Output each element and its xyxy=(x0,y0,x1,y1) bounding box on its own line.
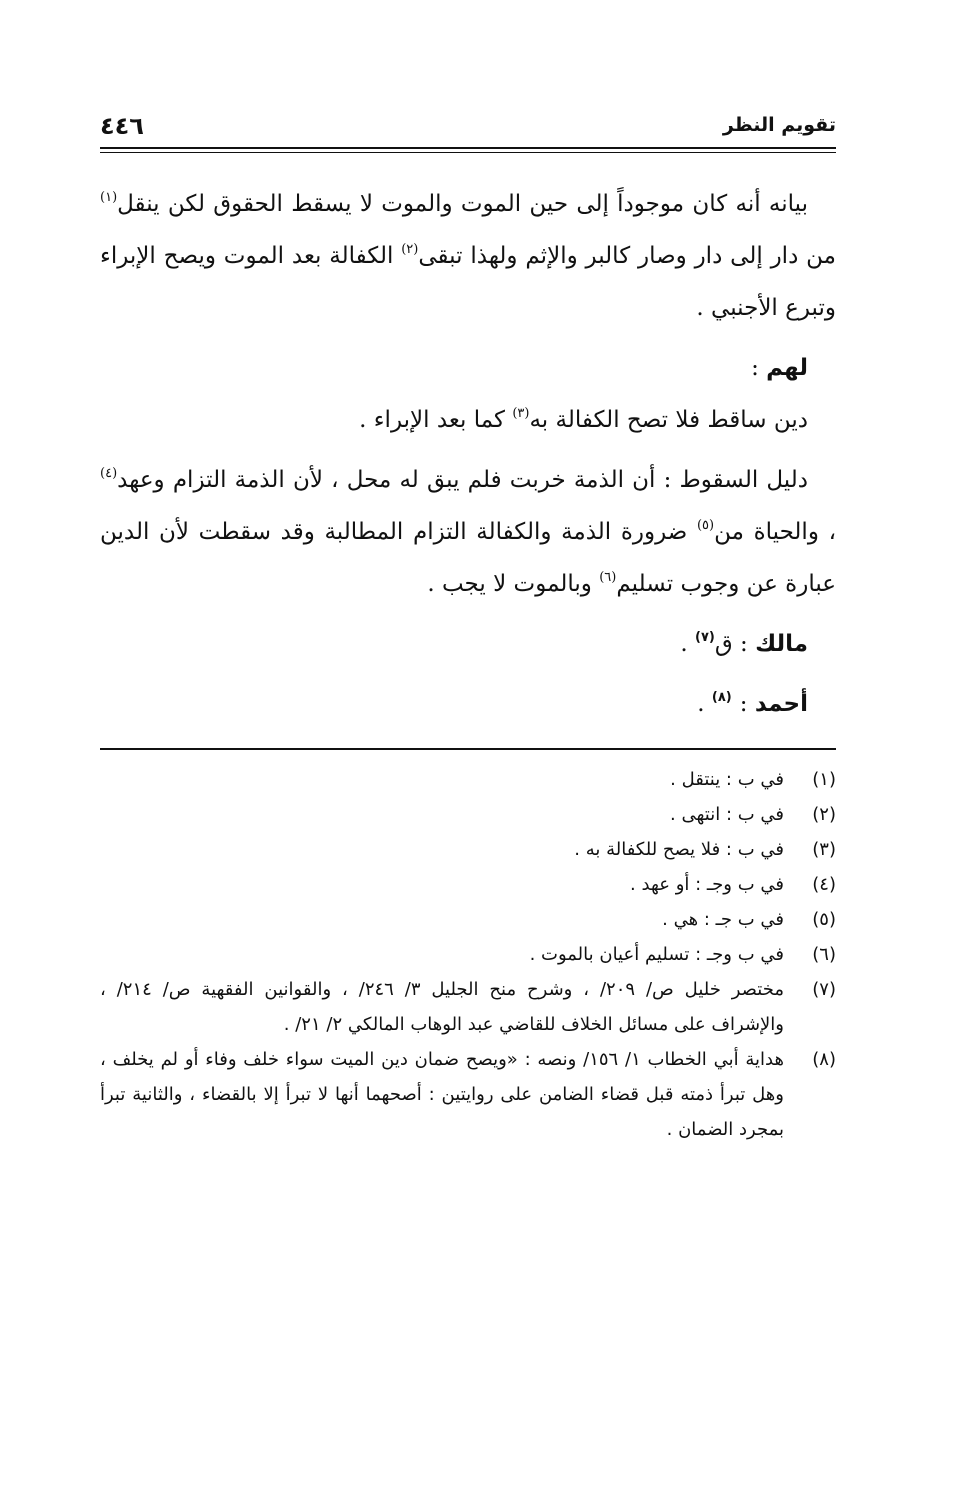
page-number: ٤٤٦ xyxy=(100,112,144,140)
footnote-text: في ب وجـ : أو عهد . xyxy=(630,874,784,895)
footnote-4 xyxy=(100,867,836,902)
footnote-number: (٢) xyxy=(812,804,836,825)
footnote-number: (٤) xyxy=(812,874,836,895)
footnote-5 xyxy=(100,902,836,937)
footnote-text: في ب : ينتقل . xyxy=(670,769,784,790)
footnote-text: مختصر خليل ص/ ٢٠٩/ ، وشرح منح الجليل ٣/ ٢٤٦/ ، والقوانين الفقهية ص/ ٢١٤/ ، والإشراف على مسائل الخلاف للقاضي عبد الوهاب المالكي ٢/ ٢١/ . xyxy=(100,979,784,1035)
paragraph-2: دين ساقط فلا تصح الكفالة به$^{(٣)}$ كما بعد الإبراء . xyxy=(359,406,808,433)
footnote-number: (١) xyxy=(812,769,836,790)
heading-malik: مالك : ق$^{(٧)}$ . xyxy=(680,630,808,657)
footnote-text: في ب وجـ : تسليم أعيان بالموت . xyxy=(529,944,784,965)
footnote-7 xyxy=(100,972,836,1042)
running-title: تقويم النظر xyxy=(722,114,836,136)
footnote-1 xyxy=(100,762,836,797)
footnote-number: (٥) xyxy=(812,909,836,930)
footnote-number: (٣) xyxy=(812,839,836,860)
heading-lahum: لهم : xyxy=(751,355,808,381)
footnote-3 xyxy=(100,832,836,867)
footnote-ref-6: (٦) xyxy=(599,570,617,585)
footnote-8 xyxy=(100,1042,836,1147)
footnote-text: في ب جـ : هي . xyxy=(662,909,784,930)
heading-ahmad: أحمد : $^{(٨)}$ . xyxy=(697,690,808,717)
footnote-6 xyxy=(100,937,836,972)
main-text xyxy=(100,178,836,730)
footnote-number: (٦) xyxy=(812,944,836,965)
footnote-text: في ب : فلا يصح للكفالة به . xyxy=(574,839,784,860)
footnote-ref-2: (٢) xyxy=(401,242,419,257)
footnote-ref-5: (٥) xyxy=(696,518,715,533)
footnote-ref-8: (٨) xyxy=(711,690,732,705)
header-rule xyxy=(100,147,836,149)
paragraph-3: دليل السقوط : أن الذمة خربت فلم يبق له محل ، لأن الذمة التزام وعهد$^{(٤)}$ ، والحياة من$^{(٥)}$ ضرورة الذمة والكفالة التزام المطالبة وقد سقطت لأن الدين عبارة عن وجوب تسليم$^{(٦)}$ وبالموت لا يجب . xyxy=(100,466,836,597)
footnote-text: هداية أبي الخطاب ١/ ١٥٦/ ونصه : «ويصح ضمان دين الميت سواء خلف وفاء أو لم يخلف ، وهل تبرأ ذمته قبل قضاء الضامن على روايتين : أصحهما أنها لا تبرأ إلا بالقضاء ، والثانية تبرأ بمجرد الضمان . xyxy=(100,1049,784,1140)
footnote-number: (٨) xyxy=(812,1049,836,1070)
header-rule-thin xyxy=(100,152,836,153)
footnote-ref-4: (٤) xyxy=(100,466,118,481)
footnote-2 xyxy=(100,797,836,832)
footnotes xyxy=(100,762,836,1147)
footnote-ref-3: (٣) xyxy=(512,406,530,421)
footnote-text: في ب : انتهى . xyxy=(670,804,784,825)
paragraph-1: بيانه أنه كان موجوداً إلى حين الموت والموت لا يسقط الحقوق لكن ينقل$^{(١)}$ من دار إلى دار وصار كالبر والإثم ولهذا تبقى$^{(٢)}$ الكفالة بعد الموت ويصح الإبراء وتبرع الأجنبي . xyxy=(100,190,836,321)
page-header xyxy=(100,112,836,146)
footnote-separator xyxy=(100,748,836,750)
footnote-ref-7: (٧) xyxy=(695,630,715,645)
footnote-ref-1: (١) xyxy=(100,190,118,205)
footnote-number: (٧) xyxy=(812,979,836,1000)
